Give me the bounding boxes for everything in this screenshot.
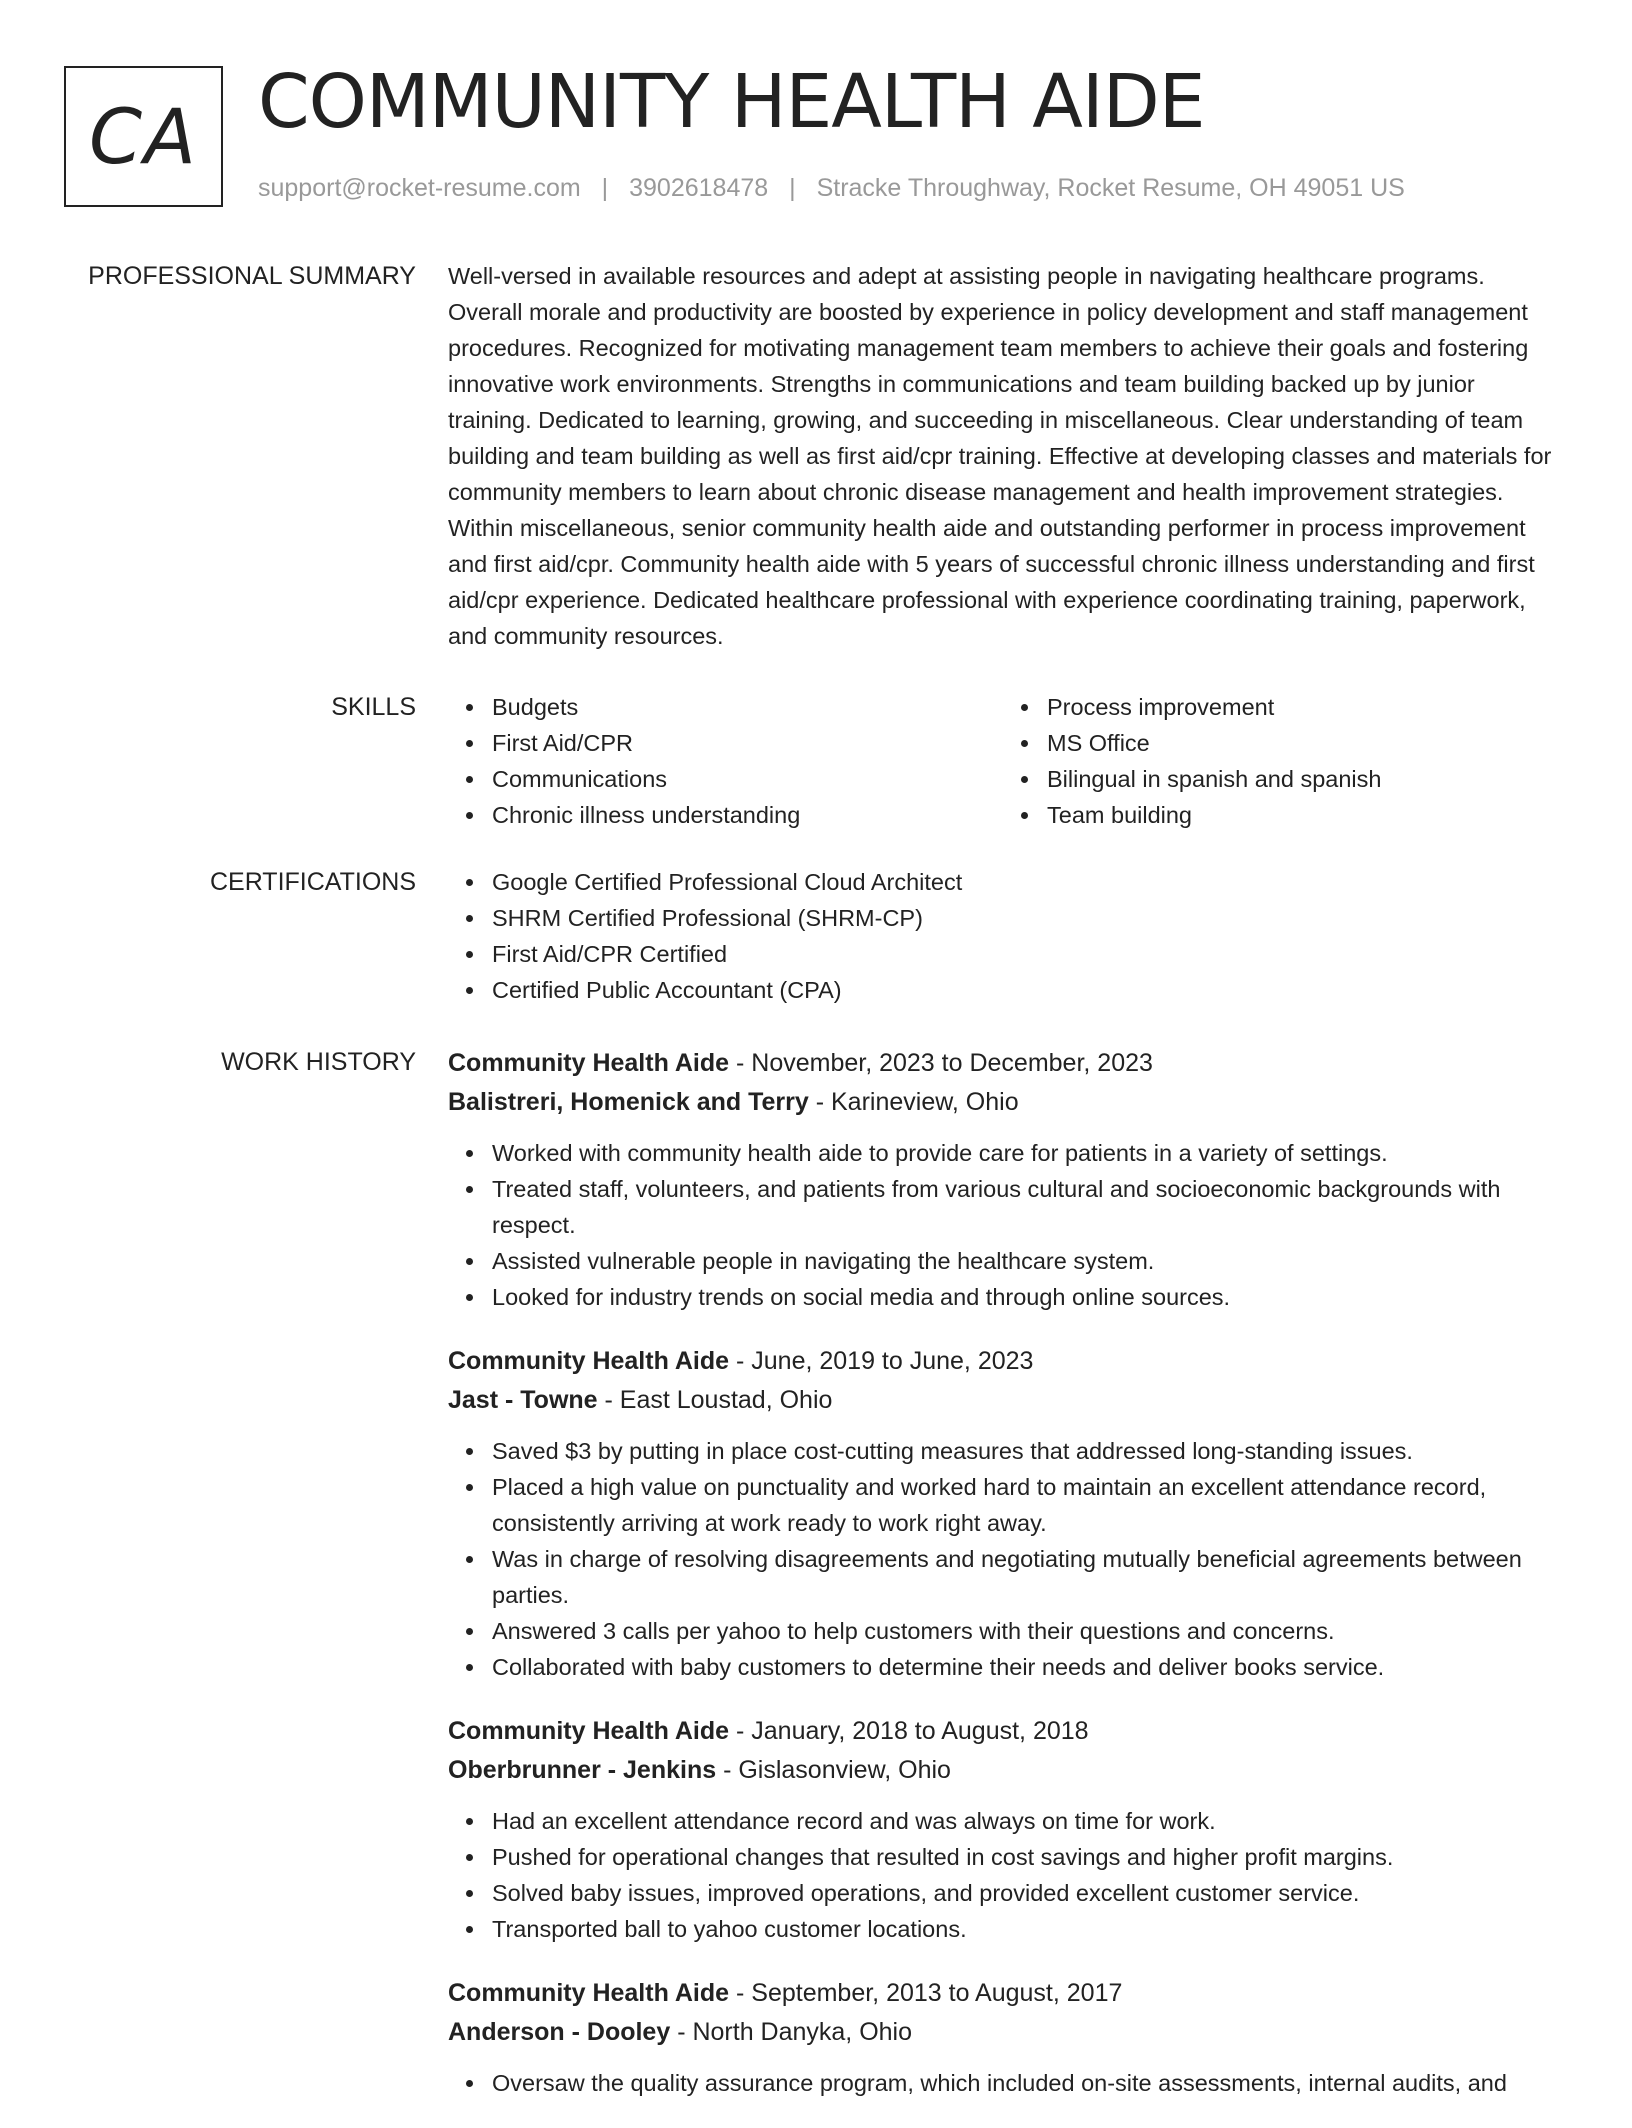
job-company-line <box>448 2013 1558 2052</box>
job-title-line <box>448 1712 1558 1751</box>
job-bullet: Treated staff, volunteers, and patients from various cultural and socioeconomic backgrounds with respect. <box>492 1171 1558 1243</box>
section-label: SKILLS <box>331 693 416 721</box>
section-label: WORK HISTORY <box>221 1048 416 1076</box>
job-bullet: Pushed for operational changes that resulted in cost savings and higher profit margins. <box>492 1839 1558 1875</box>
skill-item: MS Office <box>1047 725 1558 761</box>
skill-item: Budgets <box>492 689 1003 725</box>
job-bullet: Solved baby issues, improved operations, and provided excellent customer service. <box>492 1875 1558 1911</box>
skill-item: Communications <box>492 761 1003 797</box>
job-title: Community Health Aide <box>448 1717 730 1745</box>
job-bullet: Answered 3 calls per yahoo to help customers with their questions and concerns. <box>492 1613 1558 1649</box>
section-label: CERTIFICATIONS <box>209 868 416 896</box>
job-location: - North Danyka, Ohio <box>670 2018 913 2046</box>
job-company: Anderson - Dooley <box>448 2018 671 2046</box>
skill-item: Team building <box>1047 797 1558 833</box>
job-title: Community Health Aide <box>448 1979 730 2007</box>
job-company-line <box>448 1083 1558 1122</box>
job-company: Jast - Towne <box>448 1386 598 1414</box>
job-dates: - September, 2013 to August, 2017 <box>729 1979 1123 2007</box>
certification-item: Certified Public Accountant (CPA) <box>492 972 1558 1008</box>
job-title-line <box>448 1974 1558 2013</box>
job-dates: - June, 2019 to June, 2023 <box>729 1347 1034 1375</box>
job-bullet: Worked with community health aide to provide care for patients in a variety of settings. <box>492 1135 1558 1171</box>
job-title: Community Health Aide <box>448 1049 730 1077</box>
certification-item: SHRM Certified Professional (SHRM-CP) <box>492 900 1558 936</box>
job-bullets <box>448 1135 1558 1315</box>
resume-title: COMMUNITY HEALTH AIDE <box>258 59 1205 145</box>
job-location: - Karineview, Ohio <box>808 1088 1019 1116</box>
certification-item: Google Certified Professional Cloud Architect <box>492 864 1558 900</box>
skills-column <box>448 689 1003 833</box>
certifications-list <box>448 864 1558 1008</box>
job-company-line <box>448 1381 1558 1420</box>
job-bullet: Looked for industry trends on social media and through online sources. <box>492 1279 1558 1315</box>
job-bullets <box>448 1803 1558 1947</box>
contact-separator: | <box>789 174 796 202</box>
skill-item: Process improvement <box>1047 689 1558 725</box>
job-bullet: Transported ball to yahoo customer locations. <box>492 1911 1558 1947</box>
job-title-line <box>448 1342 1558 1381</box>
skill-item: Chronic illness understanding <box>492 797 1003 833</box>
job-bullet: Collaborated with baby customers to determine their needs and deliver books service. <box>492 1649 1558 1685</box>
job-bullet: Oversaw the quality assurance program, which included on-site assessments, internal audits, and <box>492 2065 1558 2101</box>
job-title-line <box>448 1044 1558 1083</box>
section-body <box>448 258 1558 654</box>
section-body <box>448 864 1558 1008</box>
job-location: - Gislasonview, Ohio <box>716 1756 951 1784</box>
job-entry <box>448 1974 1558 2101</box>
section-label: PROFESSIONAL SUMMARY <box>88 262 416 290</box>
job-company: Balistreri, Homenick and Terry <box>448 1088 809 1116</box>
monogram-logo: CA <box>64 66 223 207</box>
contact-phone[interactable]: 3902618478 <box>629 174 769 202</box>
contact-address: Stracke Throughway, Rocket Resume, OH 49051 US <box>816 174 1405 202</box>
job-bullet: Placed a high value on punctuality and worked hard to maintain an excellent attendance record, consistently arriving at work ready to work right away. <box>492 1469 1558 1541</box>
job-bullet: Assisted vulnerable people in navigating the healthcare system. <box>492 1243 1558 1279</box>
job-bullets <box>448 1433 1558 1685</box>
job-bullet: Saved $3 by putting in place cost-cutting measures that addressed long-standing issues. <box>492 1433 1558 1469</box>
skill-item: First Aid/CPR <box>492 725 1003 761</box>
job-company: Oberbrunner - Jenkins <box>448 1756 717 1784</box>
contact-line <box>258 174 1405 203</box>
job-bullet: Had an excellent attendance record and was always on time for work. <box>492 1803 1558 1839</box>
job-title: Community Health Aide <box>448 1347 730 1375</box>
skills-grid <box>448 689 1558 833</box>
certification-item: First Aid/CPR Certified <box>492 936 1558 972</box>
job-entry <box>448 1044 1558 1315</box>
skill-item: Bilingual in spanish and spanish <box>1047 761 1558 797</box>
job-bullets <box>448 2065 1558 2101</box>
section-body <box>448 1044 1558 2128</box>
job-company-line <box>448 1751 1558 1790</box>
skills-column <box>1003 689 1558 833</box>
job-dates: - January, 2018 to August, 2018 <box>729 1717 1089 1745</box>
summary-text: Well-versed in available resources and adept at assisting people in navigating healthcare programs. Overall morale and productivity are boosted by experience in policy development and staff management procedures. Recognized for motivating management team members to achieve their goals and fostering innovative work environments. Strengths in communications and team building backed up by junior training. Dedicated to learning, growing, and succeeding in miscellaneous. Clear understanding of team building and team building as well as first aid/cpr training. Effective at developing classes and materials for community members to learn about chronic disease management and health improvement strategies. Within miscellaneous, senior community health aide and outstanding performer in process improvement and first aid/cpr. Community health aide with 5 years of successful chronic illness understanding and first aid/cpr experience. Dedicated healthcare professional with experience coordinating training, paperwork, and community resources. <box>448 263 1552 649</box>
job-bullet: Was in charge of resolving disagreements and negotiating mutually beneficial agreements between parties. <box>492 1541 1558 1613</box>
job-entry <box>448 1342 1558 1685</box>
section-body <box>448 689 1558 833</box>
contact-email[interactable]: support@rocket-resume.com <box>258 174 581 202</box>
contact-separator: | <box>601 174 609 202</box>
job-entry <box>448 1712 1558 1947</box>
job-dates: - November, 2023 to December, 2023 <box>729 1049 1153 1077</box>
job-location: - East Loustad, Ohio <box>597 1386 833 1414</box>
